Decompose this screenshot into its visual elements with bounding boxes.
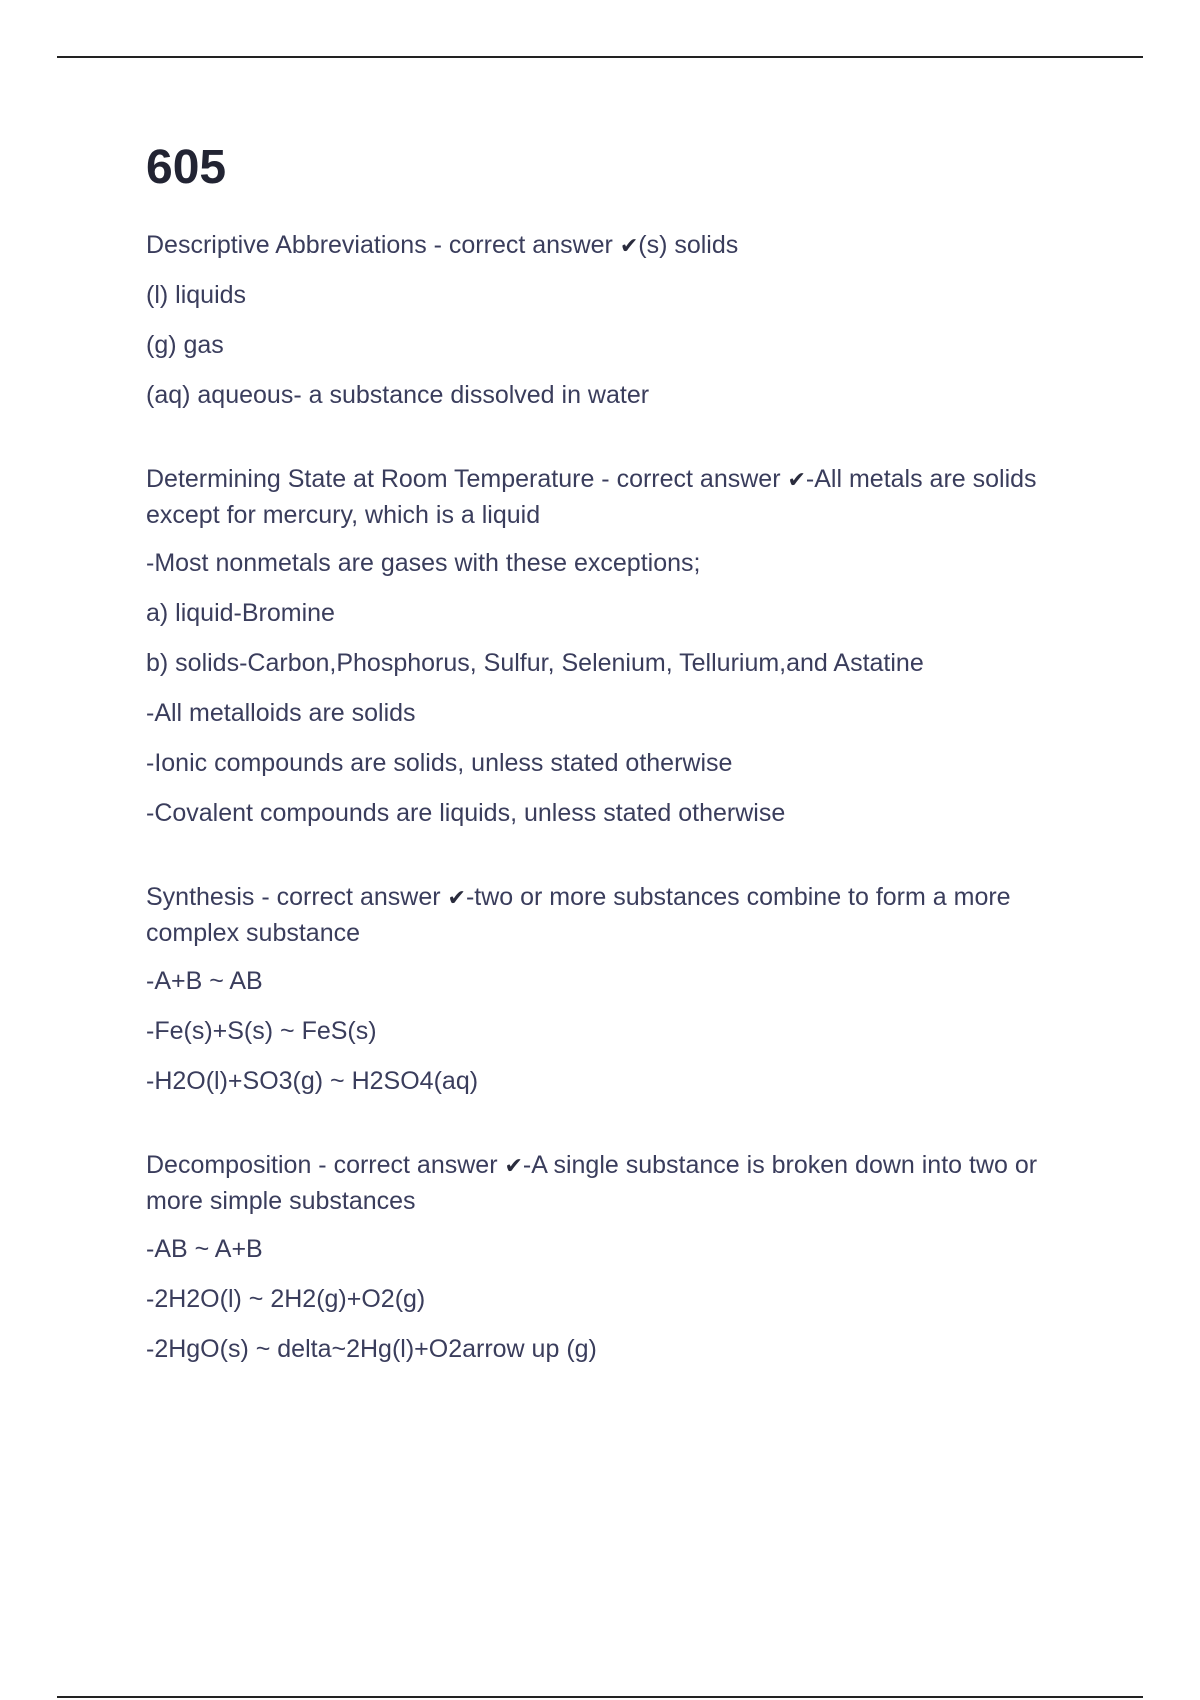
term-text: Descriptive Abbreviations - correct answer [146, 231, 613, 259]
flashcard-descriptive-abbreviations [146, 228, 1086, 412]
answer-line: -Fe(s)+S(s) ~ FeS(s) [146, 1017, 377, 1045]
document-title: 605 [146, 141, 227, 194]
bottom-rule [57, 1696, 1143, 1698]
answer-line: (l) liquids [146, 281, 247, 309]
answer-line: -2H2O(l) ~ 2H2(g)+O2(g) [146, 1285, 426, 1313]
answer-line: a) liquid-Bromine [146, 599, 335, 627]
check-mark-icon: ✔ [504, 1154, 523, 1179]
answer-line: -AB ~ A+B [146, 1235, 263, 1263]
check-mark-icon: ✔ [787, 468, 806, 493]
answer-line: -All metalloids are solids [146, 699, 416, 727]
answer-first-line: -All metals are solids except for mercury, which is a liquid [146, 465, 1037, 529]
check-mark-icon: ✔ [447, 886, 466, 911]
flashcard-synthesis [146, 880, 1086, 1098]
top-rule [57, 56, 1143, 58]
flashcard-term-line [146, 228, 1086, 264]
answer-line: -A+B ~ AB [146, 967, 263, 995]
answer-first-line: -A single substance is broken down into two or more simple substances [146, 1151, 1038, 1215]
term-text: Decomposition - correct answer [146, 1151, 498, 1179]
flashcard-determining-state [146, 462, 1086, 830]
document-body [146, 140, 1086, 1416]
answer-line: b) solids-Carbon,Phosphorus, Sulfur, Selenium, Tellurium,and Astatine [146, 649, 924, 677]
answer-line: (aq) aqueous- a substance dissolved in water [146, 381, 650, 409]
term-text: Determining State at Room Temperature - correct answer [146, 465, 781, 493]
answer-first-line: (s) solids [638, 231, 739, 259]
answer-first-line: -two or more substances combine to form a more complex substance [146, 883, 1011, 947]
answer-line: -H2O(l)+SO3(g) ~ H2SO4(aq) [146, 1067, 479, 1095]
flashcard-term-line [146, 1148, 1086, 1218]
check-mark-icon: ✔ [619, 234, 639, 259]
answer-line: -2HgO(s) ~ delta~2Hg(l)+O2arrow up (g) [146, 1335, 597, 1363]
answer-line: -Most nonmetals are gases with these exceptions; [146, 549, 701, 577]
flashcard-term-line [146, 462, 1086, 532]
answer-line: -Covalent compounds are liquids, unless stated otherwise [146, 799, 786, 827]
answer-line: -Ionic compounds are solids, unless stated otherwise [146, 749, 733, 777]
flashcard-decomposition [146, 1148, 1086, 1366]
term-text: Synthesis - correct answer [146, 883, 441, 911]
flashcard-term-line [146, 880, 1086, 950]
answer-line: (g) gas [146, 331, 224, 359]
